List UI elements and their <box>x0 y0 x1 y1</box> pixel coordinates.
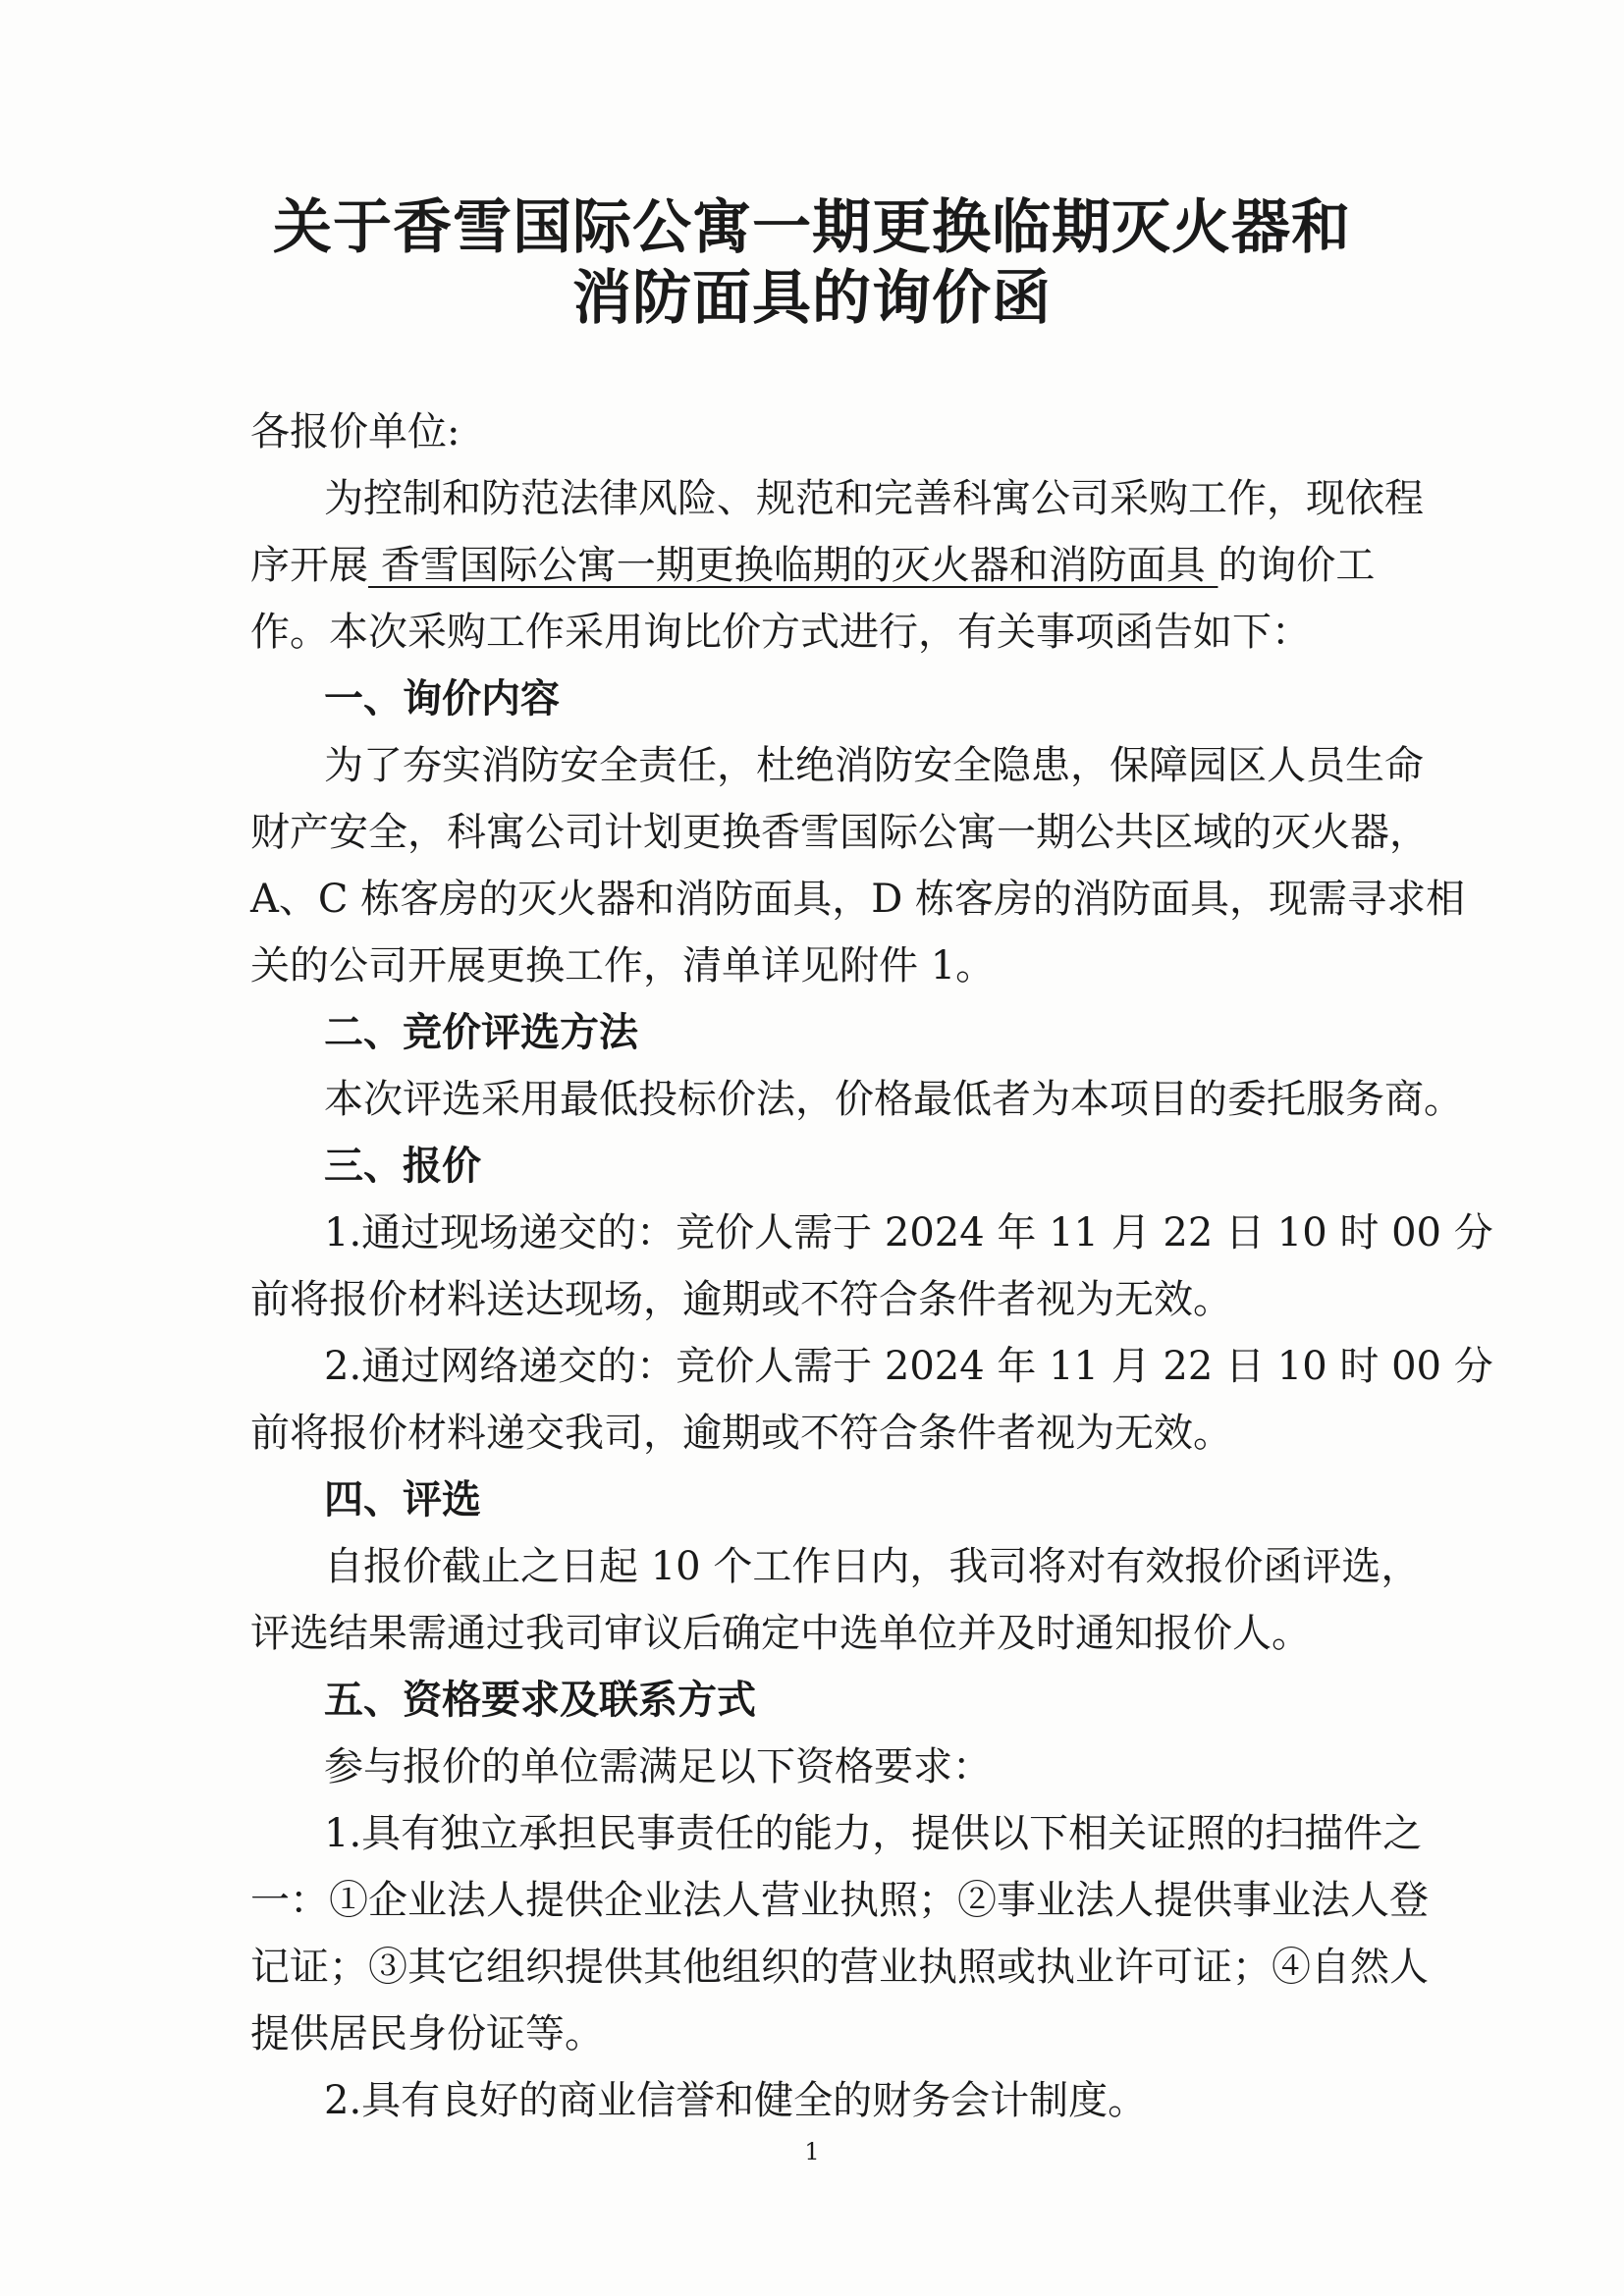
section-3-line: 1.通过现场递交的：竞价人需于 2024 年 11 月 22 日 10 时 00 分 <box>324 1210 1493 1255</box>
section-3-line: 前将报价材料递交我司，逾期或不符合条件者视为无效。 <box>250 1411 1232 1456</box>
page-number: 1 <box>804 2138 820 2165</box>
intro-text: 序开展 <box>250 543 368 588</box>
section-1-line: 财产安全，科寓公司计划更换香雪国际公寓一期公共区域的灭火器， <box>250 810 1429 855</box>
section-1-line: 为了夯实消防安全责任，杜绝消防安全隐患，保障园区人员生命 <box>324 743 1424 788</box>
section-heading-2: 二、竞价评选方法 <box>324 1010 638 1055</box>
project-name-underlined: 香雪国际公寓一期更换临期的灭火器和消防面具 <box>368 543 1218 588</box>
intro-line: 为控制和防范法律风险、规范和完善科寓公司采购工作，现依程 <box>324 476 1424 521</box>
intro-line: 作。本次采购工作采用询比价方式进行，有关事项函告如下： <box>250 610 1311 655</box>
section-3-line: 前将报价材料送达现场，逾期或不符合条件者视为无效。 <box>250 1277 1232 1322</box>
section-2-line: 本次评选采用最低投标价法，价格最低者为本项目的委托服务商。 <box>324 1077 1463 1122</box>
section-heading-3: 三、报价 <box>324 1144 481 1189</box>
document-title-line-2: 消防面具的询价函 <box>572 264 1052 333</box>
section-5-line: 提供居民身份证等。 <box>250 2011 604 2056</box>
section-heading-1: 一、询价内容 <box>324 676 560 721</box>
section-5-line: 1.具有独立承担民事责任的能力，提供以下相关证照的扫描件之 <box>324 1811 1423 1856</box>
intro-text: 的询价工 <box>1218 543 1376 588</box>
section-4-line: 自报价截止之日起 10 个工作日内，我司将对有效报价函评选， <box>324 1544 1421 1589</box>
intro-line <box>250 538 1389 593</box>
document-title-line-1: 关于香雪国际公寓一期更换临期灭火器和 <box>273 193 1351 262</box>
section-1-line: A、C 栋客房的灭火器和消防面具，D 栋客房的消防面具，现需寻求相 <box>250 877 1465 922</box>
section-4-line: 评选结果需通过我司审议后确定中选单位并及时通知报价人。 <box>250 1611 1311 1656</box>
section-5-line: 记证；③其它组织提供其他组织的营业执照或执业许可证；④自然人 <box>250 1945 1429 1990</box>
section-5-line: 一：①企业法人提供企业法人营业执照；②事业法人提供事业法人登 <box>250 1878 1429 1923</box>
salutation: 各报价单位: <box>250 409 460 454</box>
section-heading-4: 四、评选 <box>324 1477 481 1522</box>
section-heading-5: 五、资格要求及联系方式 <box>324 1678 756 1723</box>
section-3-line: 2.通过网络递交的：竞价人需于 2024 年 11 月 22 日 10 时 00 分 <box>324 1344 1493 1389</box>
section-1-line: 关的公司开展更换工作，清单详见附件 1。 <box>250 943 996 988</box>
section-5-line: 参与报价的单位需满足以下资格要求： <box>324 1744 992 1789</box>
section-5-line: 2.具有良好的商业信誉和健全的财务会计制度。 <box>324 2078 1148 2123</box>
